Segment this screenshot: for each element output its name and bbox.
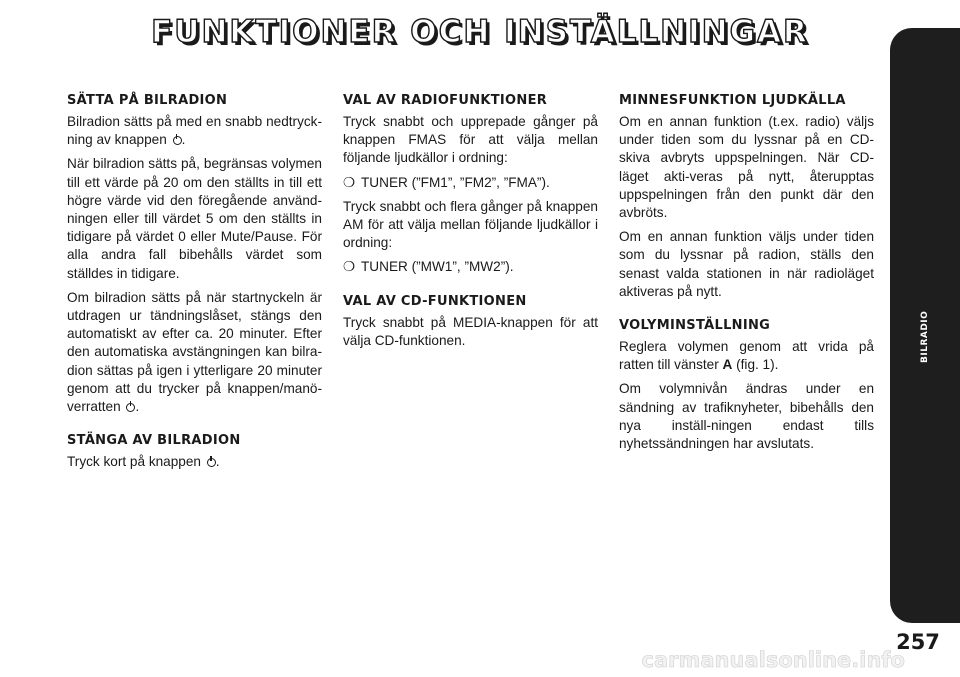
section-heading-volume: VOLYMINSTÄLLNING (619, 318, 771, 334)
section-heading-turn-on: SÄTTA PÅ BILRADION (67, 93, 228, 108)
power-icon (207, 458, 216, 467)
section-heading-turn-off: STÄNGA AV BILRADION (67, 433, 241, 449)
paragraph: När bilradion sätts på, begränsas volymen till ett värde på 20 om den ställts in till ett högre värde vid den föregående använd-ningen eller till värdet 5 om den ställts in tidigare på värdet 0 eller Mute/Pause. För alla andra fall bibehålls värdet som ställdes in tidigare. (67, 156, 322, 281)
paragraph: Om bilradion sätts på när startnyckeln är utdragen ur tändningslåset, stängs den automatiskt av efter ca. 20 minuter. Efter den automatiska avstängningen kan bilra-dion sättas på igen i ytterligare 20 minuter genom att du trycker på knappen/manö-verratten . (67, 289, 322, 415)
list-item: ❍ TUNER (”FM1”, ”FM2”, ”FMA”). (343, 174, 598, 192)
page-title: FUNKTIONER OCH INSTÄLLNINGAR (151, 14, 809, 50)
chapter-tab-label: BILRADIO (920, 310, 930, 363)
paragraph: Tryck snabbt och upprepade gånger på knappen FMAS för att välja mellan följande ljudkällor i ordning: (343, 114, 598, 166)
watermark: carmanualsonline.info (641, 648, 905, 672)
paragraph: Om en annan funktion (t.ex. radio) väljs under tiden som du lyssnar på en CD-skiva avbryts uppspelningen. När CD-läget akti-veras på nytt, återupptas uppspelningen från den punkt där den avbröts. (619, 114, 874, 221)
section-heading-memory: MINNESFUNKTION LJUDKÄLLA (619, 93, 846, 108)
column-3 (619, 92, 874, 459)
paragraph: Tryck snabbt och flera gånger på knappen AM för att välja mellan följande ljudkällor i ordning: (343, 198, 598, 251)
section-heading-radio-functions: VAL AV RADIOFUNKTIONER (343, 93, 548, 108)
page-number: 257 (896, 630, 940, 654)
column-1 (67, 92, 322, 477)
power-icon (173, 136, 182, 145)
bullet-icon: ❍ (343, 259, 356, 275)
column-2 (343, 92, 598, 356)
paragraph: Om volymnivån ändras under en sändning av trafiknyheter, bibehålls den nya inställ-ningen endast tills nyhetssändningen har avslutats. (619, 381, 874, 452)
section-heading-cd-function: VAL AV CD-FUNKTIONEN (343, 293, 527, 309)
paragraph: Tryck snabbt på MEDIA-knappen för att välja CD-funktionen. (343, 314, 598, 348)
paragraph: Tryck kort på knappen . (67, 454, 220, 470)
paragraph: Reglera volymen genom att vrida på ratten till vänster A (fig. 1). (619, 339, 874, 373)
paragraph: Bilradion sätts på med en snabb nedtryck-ning av knappen . (67, 114, 322, 148)
paragraph: Om en annan funktion väljs under tiden som du lyssnar på radion, ställs den senast valda stationen in när radioläget aktiveras på nytt. (619, 229, 874, 299)
list-item: ❍ TUNER (”MW1”, ”MW2”). (343, 258, 598, 276)
bullet-icon: ❍ (343, 174, 356, 190)
knob-label: A (722, 357, 733, 373)
